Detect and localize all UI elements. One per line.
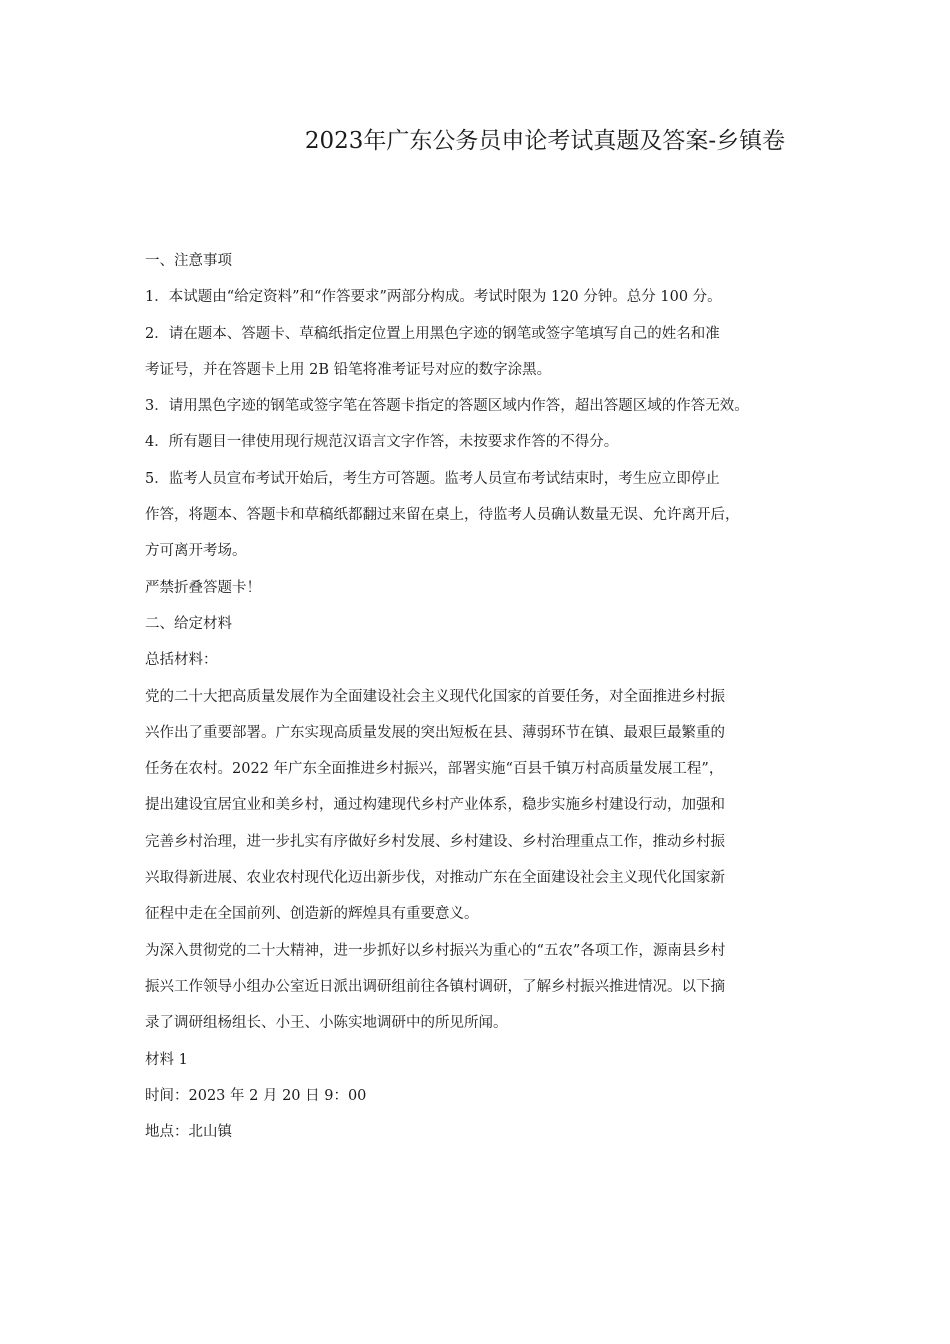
text-line: 4．所有题目一律使用现行规范汉语言文字作答，未按要求作答的不得分。	[145, 434, 619, 451]
document-title: 2023年广东公务员申论考试真题及答案-乡镇卷	[304, 128, 786, 154]
text-line: 兴取得新进展、农业农村现代化迈出新步伐，对推动广东在全面建设社会主义现代化国家新	[145, 870, 725, 887]
text-line: 提出建设宜居宜业和美乡村，通过构建现代乡村产业体系，稳步实施乡村建设行动，加强和	[145, 797, 725, 814]
material-time: 时间：2023 年 2 月 20 日 9：00	[145, 1087, 367, 1104]
text-line: 3．请用黑色字迹的钢笔或签字笔在答题卡指定的答题区域内作答，超出答题区域的作答无效。	[145, 398, 749, 415]
text-line: 兴作出了重要部署。广东实现高质量发展的突出短板在县、薄弱环节在镇、最艰巨最繁重的	[145, 724, 725, 741]
material-label: 材料 1	[145, 1051, 188, 1068]
document-body	[145, 243, 845, 1150]
text-line: 任务在农村。2022 年广东全面推进乡村振兴，部署实施“百县千镇万村高质量发展工程”，	[145, 761, 724, 778]
section-heading-notes: 一、注意事项	[145, 253, 232, 269]
section-heading-materials: 二、给定材料	[145, 615, 232, 632]
text-line: 录了调研组杨组长、小王、小陈实地调研中的所见所闻。	[145, 1015, 508, 1032]
text-line: 征程中走在全国前列、创造新的辉煌具有重要意义。	[145, 906, 479, 923]
text-line: 1．本试题由“给定资料”和“作答要求”两部分构成。考试时限为 120 分钟。总分 100 分。	[145, 289, 722, 306]
text-line: 考证号，并在答题卡上用 2B 铅笔将准考证号对应的数字涂黑。	[145, 361, 552, 378]
subheading-general-material: 总括材料：	[145, 652, 218, 669]
text-line: 方可离开考场。	[145, 543, 247, 560]
warning-line: 严禁折叠答题卡！	[145, 579, 261, 596]
material-location: 地点：北山镇	[145, 1124, 232, 1141]
text-line: 为深入贯彻党的二十大精神，进一步抓好以乡村振兴为重心的“五农”各项工作，源南县乡村	[145, 942, 726, 959]
text-line: 完善乡村治理，进一步扎实有序做好乡村发展、乡村建设、乡村治理重点工作，推动乡村振	[145, 833, 725, 850]
text-line: 2．请在题本、答题卡、草稿纸指定位置上用黑色字迹的钢笔或签字笔填写自己的姓名和准	[145, 325, 720, 342]
text-line: 5．监考人员宣布考试开始后，考生方可答题。监考人员宣布考试结束时，考生应立即停止	[145, 470, 720, 487]
text-line: 作答，将题本、答题卡和草稿纸都翻过来留在桌上，待监考人员确认数量无误、允许离开后，	[145, 507, 740, 524]
text-line: 振兴工作领导小组办公室近日派出调研组前往各镇村调研，了解乡村振兴推进情况。以下摘	[145, 978, 725, 995]
text-line: 党的二十大把高质量发展作为全面建设社会主义现代化国家的首要任务，对全面推进乡村振	[145, 688, 725, 705]
